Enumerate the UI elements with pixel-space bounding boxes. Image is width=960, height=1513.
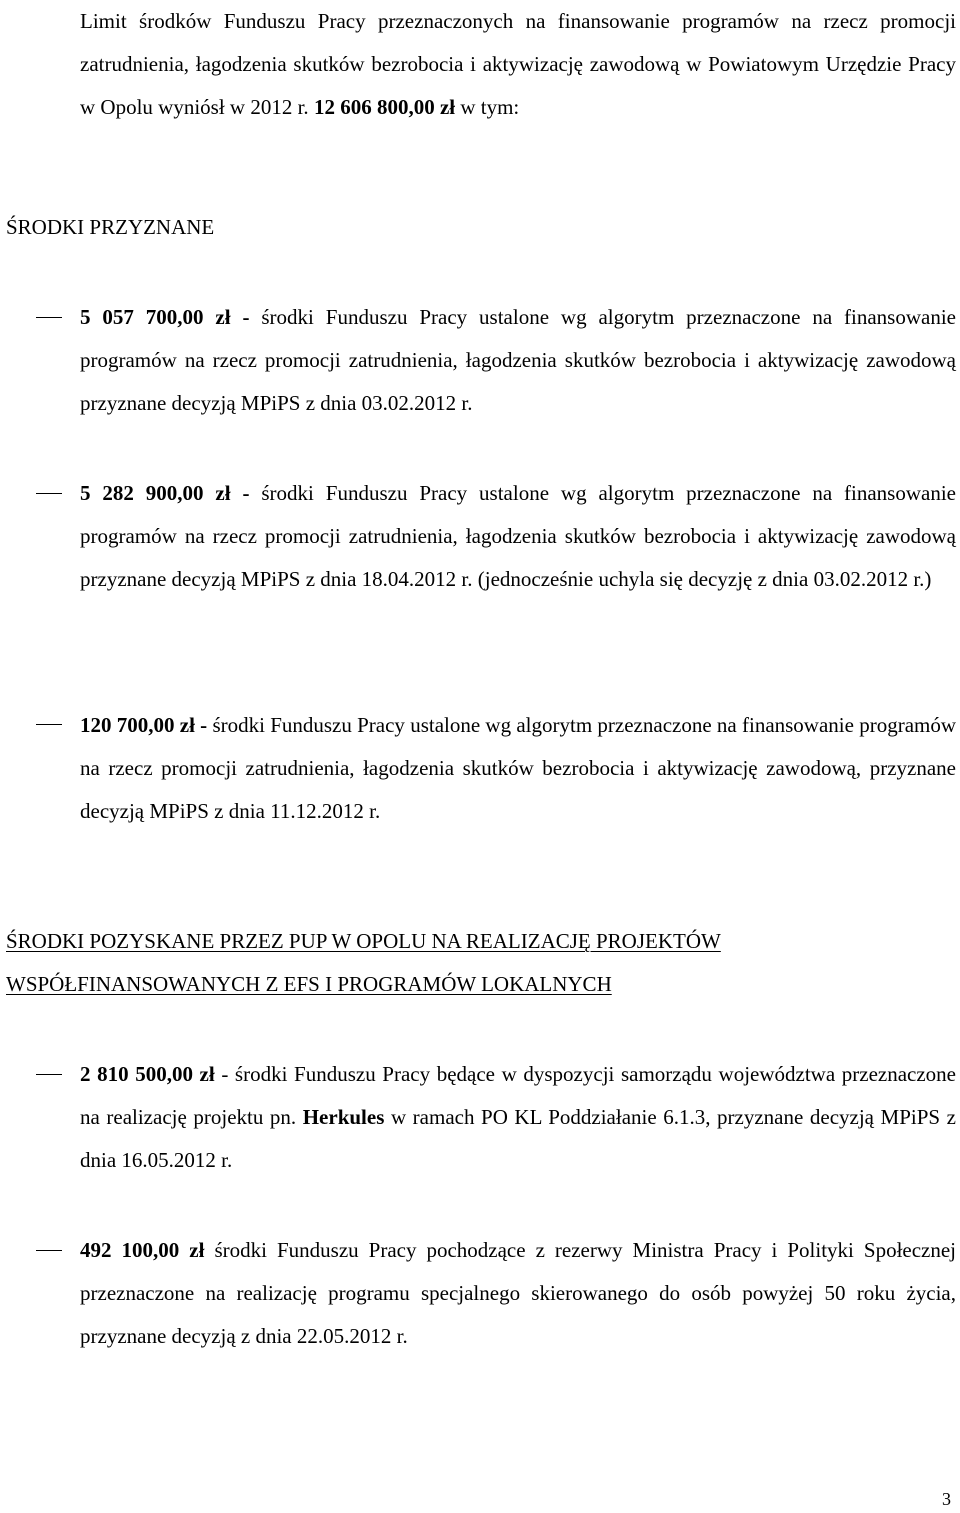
section-granted-heading: ŚRODKI PRZYZNANE	[6, 215, 215, 239]
intro-paragraph	[80, 0, 956, 129]
section-obtained-heading	[6, 920, 956, 1006]
section-obtained-heading-line-2: WSPÓŁFINANSOWANYCH Z EFS I PROGRAMÓW LOKALNYCH	[6, 972, 612, 996]
intro-text-before: Limit środków Funduszu Pracy przeznaczonych na finansowanie programów na rzecz promocji zatrudnienia, łagodzenia skutków bezrobocia i aktywizację zawodową w Powiatowym Urzędzie Pracy w Opolu wyniósł w 2012 r.	[80, 9, 956, 119]
granted-item-1	[80, 296, 956, 425]
granted-item-1-separator: -	[230, 305, 262, 329]
list-dash-icon	[36, 493, 62, 494]
obtained-item-1-text-after: w ramach PO KL Poddziałanie 6.1.3, przyznane decyzją MPiPS z dnia 16.05.2012 r.	[80, 1105, 956, 1172]
section-obtained-heading-line-1: ŚRODKI POZYSKANE PRZEZ PUP W OPOLU NA REALIZACJĘ PROJEKTÓW	[6, 929, 721, 953]
obtained-item-1	[80, 1053, 956, 1182]
granted-item-2	[80, 472, 956, 601]
granted-item-1-text: środki Funduszu Pracy ustalone wg algorytm przeznaczone na finansowanie programów na rzecz promocji zatrudnienia, łagodzenia skutków bezrobocia i aktywizację zawodową przyznane decyzją MPiPS z dnia 03.02.2012 r.	[80, 305, 956, 415]
granted-item-2-separator: -	[230, 481, 262, 505]
obtained-item-1-project-name: Herkules	[302, 1105, 385, 1129]
page-number: 3	[942, 1489, 951, 1509]
granted-item-3-amount: 120 700,00 zł	[80, 713, 195, 737]
list-dash-icon	[36, 724, 62, 725]
list-dash-icon	[36, 1250, 62, 1251]
obtained-item-1-text-before: środki Funduszu Pracy będące w dyspozycji samorządu województwa przeznaczone na realizację projektu pn.	[80, 1062, 956, 1129]
obtained-item-1-separator: -	[214, 1062, 235, 1086]
list-dash-icon	[36, 317, 62, 318]
granted-item-2-text: środki Funduszu Pracy ustalone wg algorytm przeznaczone na finansowanie programów na rzecz promocji zatrudnienia, łagodzenia skutków bezrobocia i aktywizację zawodową przyznane decyzją MPiPS z dnia 18.04.2012 r. (jednocześnie uchyla się decyzję z dnia 03.02.2012 r.)	[80, 481, 956, 591]
obtained-item-2-separator	[204, 1238, 214, 1262]
obtained-item-1-amount: 2 810 500,00 zł	[80, 1062, 215, 1086]
intro-text-after: w tym:	[455, 95, 520, 119]
obtained-item-2-amount: 492 100,00 zł	[80, 1238, 205, 1262]
granted-item-2-amount: 5 282 900,00 zł	[80, 481, 231, 505]
granted-item-3-text: środki Funduszu Pracy ustalone wg algorytm przeznaczone na finansowanie programów na rzecz promocji zatrudnienia, łagodzenia skutków bezrobocia i aktywizację zawodową, przyznane decyzją MPiPS z dnia 11.12.2012 r.	[80, 713, 957, 823]
granted-item-3	[80, 704, 956, 833]
granted-item-1-amount: 5 057 700,00 zł	[80, 305, 231, 329]
obtained-item-2-text: środki Funduszu Pracy pochodzące z rezerwy Ministra Pracy i Polityki Społecznej przeznaczone na realizację programu specjalnego skierowanego do osób powyżej 50 roku życia, przyznane decyzją z dnia 22.05.2012 r.	[80, 1238, 957, 1348]
list-dash-icon	[36, 1074, 62, 1075]
obtained-item-2	[80, 1229, 956, 1358]
granted-item-3-separator: -	[194, 713, 213, 737]
intro-total-amount: 12 606 800,00 zł	[313, 95, 456, 119]
